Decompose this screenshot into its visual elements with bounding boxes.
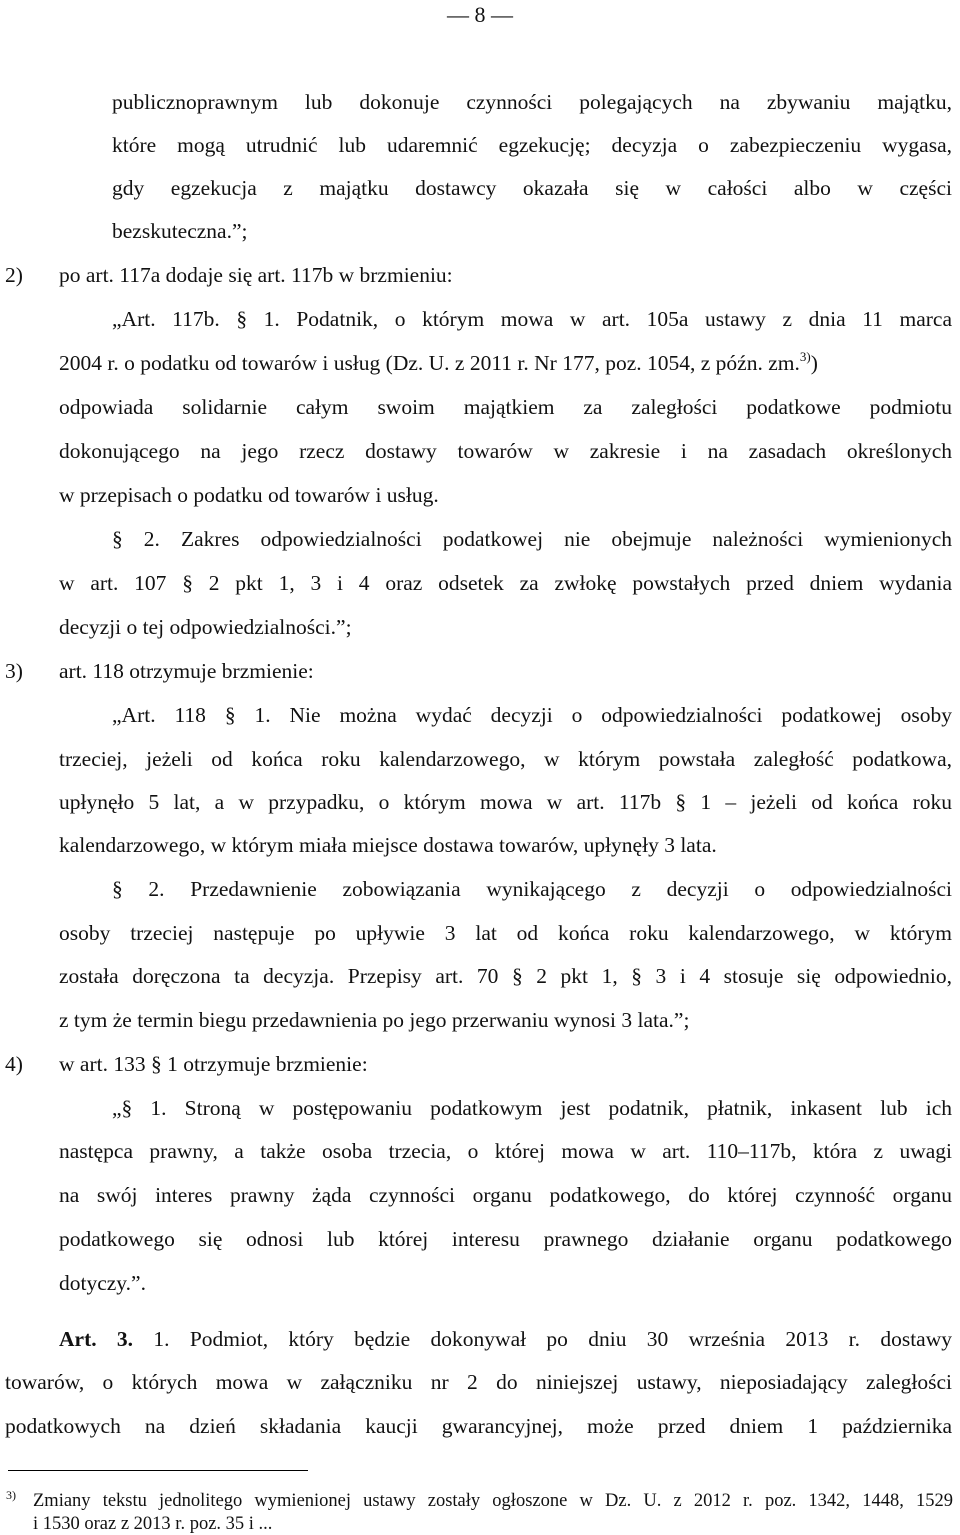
text-line-segment: 2004 r. o podatku od towarów i usług (Dz. U. z 2011 r. Nr 177, poz. 1054, z późn. zm. [59,351,800,375]
text-line: podatkowego się odnosi lub której interesu prawnego działanie organu podatkowego [59,1227,952,1251]
text-line-segment: ) [810,351,818,375]
text-line: gdy egzekucja z majątku dostawcy okazała się w całości albo w części [112,176,952,200]
text-line: w art. 107 § 2 pkt 1, 3 i 4 oraz odsetek za zwłokę powstałych przed dniem wydania [59,571,952,595]
text-line: odpowiada solidarnie całym swoim majątkiem za zaległości podatkowe podmiotu [59,395,952,419]
text-line: upłynęło 5 lat, a w przypadku, o którym mowa w art. 117b § 1 – jeżeli od końca roku [59,790,952,814]
text-line: dotyczy.”. [59,1271,146,1295]
text-line: podatkowych na dzień składania kaucji gwarancyjnej, może przed dniem 1 października [5,1414,952,1438]
text-line: w art. 133 § 1 otrzymuje brzmienie: [59,1052,368,1076]
text-line: „Art. 117b. § 1. Podatnik, o którym mowa w art. 105a ustawy z dnia 11 marca [112,307,952,331]
text-line: które mogą utrudnić lub udaremnić egzekucję; decyzja o zabezpieczeniu wygasa, [112,133,952,157]
text-line [59,350,818,376]
text-line: została doręczona ta decyzja. Przepisy art. 70 § 2 pkt 1, § 3 i 4 stosuje się odpowiednio, [59,964,952,988]
footnote-line: i 1530 oraz z 2013 r. poz. 35 i ... [33,1514,273,1534]
text-line: z tym że termin biegu przedawnienia po jego przerwaniu wynosi 3 lata.”; [59,1008,690,1032]
footnote-reference: 3) [799,348,811,364]
text-line: dokonującego na jego rzecz dostawy towarów w zakresie i na zasadach określonych [59,439,952,463]
text-line: osoby trzeciej następuje po upływie 3 lat od końca roku kalendarzowego, w którym [59,921,952,945]
text-line: § 2. Zakres odpowiedzialności podatkowej nie obejmuje należności wymienionych [112,527,952,551]
text-line: decyzji o tej odpowiedzialności.”; [59,615,352,639]
text-line: kalendarzowego, w którym miała miejsce dostawa towarów, upłynęły 3 lata. [59,833,717,857]
text-line: w przepisach o podatku od towarów i usług. [59,483,439,507]
text-line: trzeciej, jeżeli od końca roku kalendarzowego, w którym powstała zaległość podatkowa, [59,747,952,771]
text-line: § 2. Przedawnienie zobowiązania wynikającego z decyzji o odpowiedzialności [112,877,952,901]
text-line: następca prawny, a także osoba trzecia, o której mowa w art. 110–117b, która z uwagi [59,1139,952,1163]
text-line: art. 118 otrzymuje brzmienie: [59,659,314,683]
footnote-separator [8,1470,308,1471]
list-number: 2) [5,263,23,287]
list-number: 4) [5,1052,23,1076]
page-number: — 8 — [447,2,513,27]
text-line: bezskuteczna.”; [112,219,248,243]
text-line-segment: 1. Podmiot, który będzie dokonywał po dniu 30 września 2013 r. dostawy [153,1327,953,1351]
text-line: towarów, o których mowa w załączniku nr 2 do niniejszej ustawy, nieposiadający zaległości [5,1370,952,1394]
text-line: „§ 1. Stroną w postępowaniu podatkowym jest podatnik, płatnik, inkasent lub ich [112,1096,952,1120]
article-paragraph-line [59,1326,952,1352]
text-line: publicznoprawnym lub dokonuje czynności polegających na zbywaniu majątku, [112,90,952,114]
footnote-line: Zmiany tekstu jednolitego wymienionej ustawy zostały ogłoszone w Dz. U. z 2012 r. poz. 1342, 1448, 1529 [33,1491,953,1511]
text-line: po art. 117a dodaje się art. 117b w brzmieniu: [59,263,453,287]
list-number: 3) [5,659,23,683]
text-line: na swój interes prawny żąda czynności organu podatkowego, do której czynność organu [59,1183,952,1207]
article-heading: Art. 3. [59,1327,134,1351]
text-line: „Art. 118 § 1. Nie można wydać decyzji o odpowiedzialności podatkowej osoby [112,703,952,727]
footnote-mark: 3) [6,1488,16,1502]
